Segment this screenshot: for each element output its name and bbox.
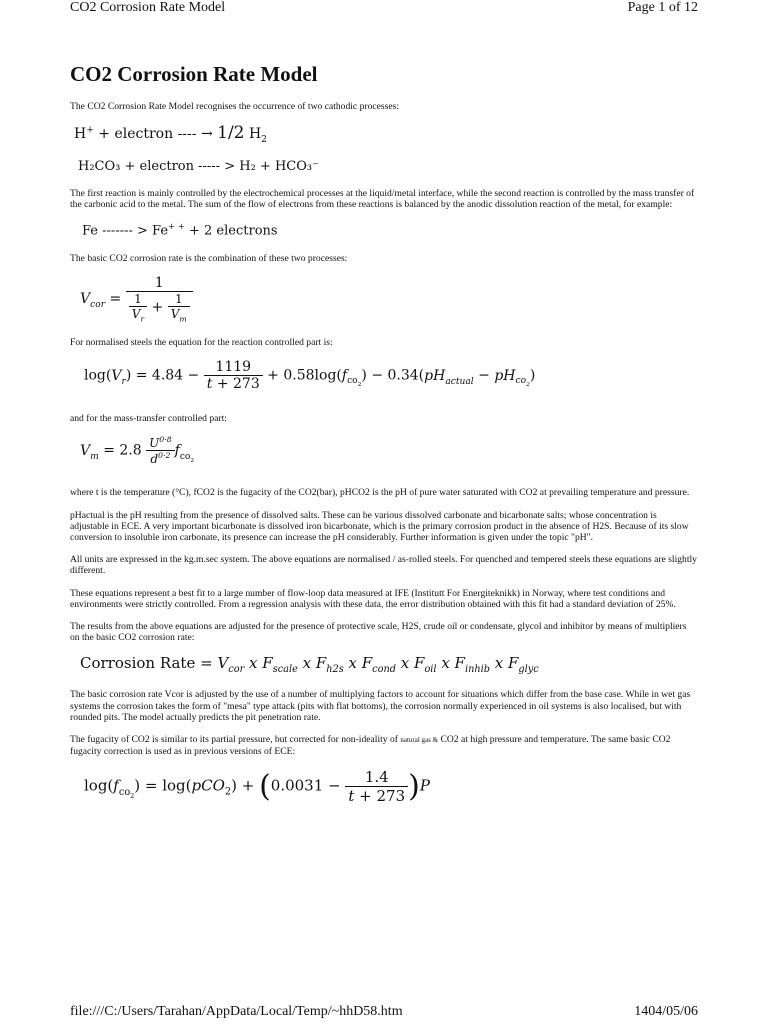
- paragraph-combination: The basic CO2 corrosion rate is the combination of these two processes:: [70, 252, 348, 264]
- equation-carbonic-acid: H₂CO₃ + electron ----- > H₂ + HCO₃⁻: [78, 159, 319, 174]
- paragraph-fugacity: The fugacity of CO2 is similar to its partial pressure, but corrected for non-ideality of natural gas & CO2 at high pressure and temperature. The same basic CO2 fugacity correction is used as in previous versions of ECE:: [70, 733, 671, 758]
- paragraph-base-case: The basic corrosion rate Vcor is adjusted by the use of a number of multiplying factors to account for situations which differ from the base case. While in wet gas systems the corrosion takes the form of "mesa" type attack (pits with flat bottoms), the corrosion normally experienced in oil systems is also localised, but with rounded pits. The model actually predicts the pit penetration rate.: [70, 689, 691, 723]
- paragraph-definitions: where t is the temperature (°C), fCO2 is the fugacity of the CO2(bar), pHCO2 is the pH of pure water saturated with CO2 at prevailing temperature and pressure.: [70, 487, 690, 499]
- paragraph-units: All units are expressed in the kg.m.sec system. The above equations are normalised / as-rolled steels. For quenched and tempered steels these equations are slightly different.: [70, 554, 697, 577]
- paragraph-intro: The CO2 Corrosion Rate Model recognises the occurrence of two cathodic processes:: [70, 101, 400, 112]
- page-header: [70, 0, 698, 18]
- paragraph-multipliers: The results from the above equations are adjusted for the presence of protective scale, H2S, crude oil or condensate, glycol and inhibitor by means of multipliers on the basic CO2 corrosion rate:: [70, 620, 687, 644]
- document-body: [70, 62, 698, 819]
- page-number: Page 1 of 12: [627, 0, 698, 15]
- paragraph-ph-actual: pHactual is the pH resulting from the presence of dissolved salts. These can be various dissolved carbonate and bicarbonate salts; whose concentration is adjustable in ECE. A very important bicarbonate is dissolved iron bicarbonate, which is the primary corrosion product in the absence of H2S. Because of its slow conversion to insoluble iron carbonate, its presence can increase the pH considerably. Further information is given under the topic "pH".: [70, 509, 689, 543]
- equation-mass-transfer: $V_m = 2.8$ $\frac{U^{0\cdot 8}}{d^{0\cdot 2}}$ $f_{co_2}$: [80, 435, 195, 467]
- file-path: file:///C:/Users/Tarahan/AppData/Local/Temp/~hhD58.htm: [70, 1004, 403, 1019]
- document-title: CO2 Corrosion Rate Model: [70, 62, 318, 86]
- equation-iron-dissolution: Fe ------- > Fe+ + + 2 electrons: [82, 221, 278, 239]
- equation-reaction-controlled: $\log(V_r) = 4.84$ − $\frac{1119}{t + 273}$ + $0.58\log(f_{co_2}) - 0.34(pH_{actual} - pH_{co_2})$: [84, 359, 536, 393]
- equation-corrosion-rate: Corrosion Rate = $V_{cor}$ x $F_{scale}$ x $F_{h2s}$ x $F_{cond}$ x $F_{oil}$ x $F_{inhib}$ x $F_{glyc}$: [80, 654, 539, 676]
- paragraph-mass-transfer: and for the mass-transfer controlled part:: [70, 413, 227, 425]
- equation-fugacity: $\log(f_{co_2}) = \log(pCO_2) + (0.0031$ − $\frac{1.4}{t + 273}$ )P: [84, 768, 430, 806]
- equation-hydrogen-reduction: H+ + electron ---- → 1/2 $H_2$: [74, 123, 267, 145]
- paragraph-flow-loop: These equations represent a best fit to a large number of flow-loop data measured at IFE (Institutt For Energiteknikk) in Norway, where test conditions and environments were strictly controlled. From a regression analysis with these data, the error distribution obtained with this fit had a standard deviation of 25%.: [70, 587, 676, 610]
- paragraph-normalised: For normalised steels the equation for the reaction controlled part is:: [70, 336, 333, 348]
- paragraph-reactions: The first reaction is mainly controlled by the electrochemical processes at the liquid/metal interface, while the second reaction is controlled by the mass transfer of the carbonic acid to the metal. The sum of the flow of electrons from these reactions is balanced by the anodic dissolution reaction of the metal, for example:: [70, 188, 695, 211]
- header-title: CO2 Corrosion Rate Model: [70, 0, 226, 15]
- page-footer: [70, 1004, 698, 1022]
- equation-vcor: $V_{cor}$ = 1 $\frac{1}{V_r}$ + $\frac{1}{V_m}$: [80, 275, 698, 323]
- print-date: 1404/05/06: [634, 1004, 698, 1019]
